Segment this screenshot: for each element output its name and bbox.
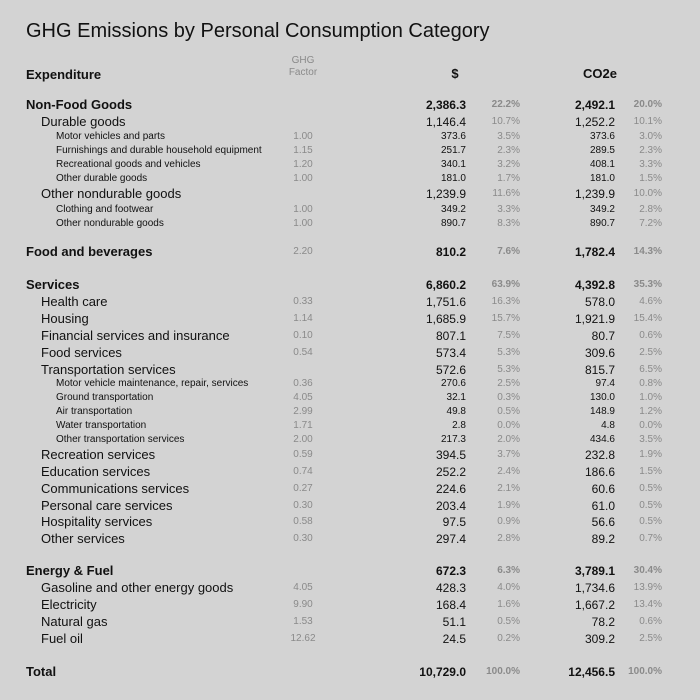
category-row: [0, 97, 700, 113]
row-dollar-percent: 3.5%: [497, 131, 520, 142]
detail-row: [0, 391, 700, 405]
row-co2e-value: 181.0: [589, 173, 615, 184]
row-co2e-value: 434.6: [589, 434, 615, 445]
row-dollar-percent: 15.7%: [491, 313, 520, 324]
row-label: Hospitality services: [41, 514, 153, 529]
row-ghg-factor: 1.71: [293, 420, 313, 431]
row-co2e-value: 130.0: [589, 392, 615, 403]
row-ghg-factor: 0.58: [293, 516, 313, 527]
row-co2e-value: 408.1: [589, 159, 615, 170]
row-dollar-percent: 5.3%: [497, 347, 520, 358]
row-co2e-percent: 1.9%: [639, 449, 662, 460]
row-dollar-value: 251.7: [440, 145, 466, 156]
row-label: Non-Food Goods: [26, 97, 133, 112]
row-dollar-value: 1,239.9: [425, 187, 466, 201]
row-dollar-value: 890.7: [440, 218, 466, 229]
dollar-header: $: [451, 66, 459, 81]
row-co2e-value: 1,734.6: [574, 581, 615, 595]
row-co2e-value: 373.6: [589, 131, 615, 142]
row-co2e-percent: 6.5%: [639, 364, 662, 375]
detail-row: [0, 158, 700, 172]
row-ghg-factor: 1.00: [293, 131, 313, 142]
row-co2e-value: 4.8: [601, 420, 615, 431]
subcategory-row: [0, 580, 700, 596]
row-label: Furnishings and durable household equipment: [56, 145, 262, 156]
subcategory-row: [0, 514, 700, 530]
row-label: Food and beverages: [26, 244, 153, 259]
row-dollar-percent: 4.0%: [497, 582, 520, 593]
row-ghg-factor: 1.00: [293, 218, 313, 229]
row-label: Natural gas: [41, 614, 108, 629]
row-ghg-factor: 0.54: [293, 347, 313, 358]
subcategory-row: [0, 328, 700, 344]
ghg-factor-header-line1: GHG: [291, 55, 315, 66]
total-row: [0, 664, 700, 680]
row-ghg-factor: 1.00: [293, 204, 313, 215]
row-co2e-percent: 1.0%: [639, 392, 662, 403]
row-ghg-factor: 1.20: [293, 159, 313, 170]
row-dollar-percent: 2.1%: [497, 483, 520, 494]
row-dollar-value: 1,146.4: [425, 115, 466, 129]
co2e-header: CO2e: [583, 66, 617, 81]
row-dollar-value: 1,751.6: [425, 295, 466, 309]
subcategory-row: [0, 186, 700, 202]
row-label: Education services: [41, 464, 151, 479]
row-dollar-percent: 8.3%: [497, 218, 520, 229]
row-co2e-percent: 0.8%: [639, 378, 662, 389]
row-co2e-percent: 2.8%: [639, 204, 662, 215]
row-co2e-value: 309.6: [584, 346, 615, 360]
row-dollar-percent: 11.6%: [492, 188, 520, 199]
row-dollar-value: 394.5: [435, 448, 466, 462]
row-co2e-value: 80.7: [591, 329, 615, 343]
row-label: Motor vehicles and parts: [56, 131, 165, 142]
row-co2e-value: 4,392.8: [574, 278, 615, 292]
row-co2e-percent: 0.5%: [639, 516, 662, 527]
ghg-factor-header-line2: Factor: [288, 67, 318, 78]
row-dollar-value: 573.4: [435, 346, 466, 360]
row-label: Transportation services: [41, 362, 176, 377]
row-label: Ground transportation: [56, 392, 154, 403]
row-co2e-percent: 20.0%: [633, 99, 662, 110]
row-co2e-percent: 35.3%: [633, 279, 662, 290]
row-label: Air transportation: [56, 406, 133, 417]
row-dollar-value: 224.6: [435, 482, 466, 496]
row-co2e-value: 1,667.2: [574, 598, 615, 612]
row-co2e-value: 12,456.5: [568, 665, 615, 679]
row-ghg-factor: 0.30: [293, 533, 313, 544]
row-dollar-percent: 16.3%: [491, 296, 520, 307]
row-dollar-percent: 22.2%: [491, 99, 520, 110]
row-co2e-value: 2,492.1: [574, 98, 615, 112]
row-dollar-value: 672.3: [435, 564, 466, 578]
row-dollar-percent: 3.2%: [497, 159, 520, 170]
row-label: Financial services and insurance: [41, 328, 230, 343]
page-title: GHG Emissions by Personal Consumption Category: [26, 20, 490, 42]
row-dollar-value: 1,685.9: [425, 312, 466, 326]
row-co2e-percent: 1.2%: [639, 406, 662, 417]
row-co2e-value: 1,782.4: [574, 245, 615, 259]
row-co2e-value: 60.6: [591, 482, 615, 496]
row-co2e-percent: 3.5%: [639, 434, 662, 445]
row-co2e-percent: 13.9%: [633, 582, 662, 593]
row-co2e-value: 1,921.9: [574, 312, 615, 326]
row-label: Food services: [41, 345, 122, 360]
row-co2e-percent: 10.0%: [633, 188, 662, 199]
row-label: Energy & Fuel: [26, 563, 114, 578]
row-dollar-value: 807.1: [435, 329, 466, 343]
row-label: Total: [26, 664, 57, 679]
row-dollar-percent: 0.5%: [497, 616, 520, 627]
row-co2e-value: 78.2: [591, 615, 615, 629]
subcategory-row: [0, 464, 700, 480]
row-dollar-value: 252.2: [435, 465, 466, 479]
row-ghg-factor: 9.90: [293, 599, 313, 610]
row-dollar-value: 32.1: [446, 392, 466, 403]
row-label: Personal care services: [41, 498, 173, 513]
row-co2e-value: 1,252.2: [574, 115, 615, 129]
row-co2e-percent: 2.5%: [639, 347, 662, 358]
row-dollar-percent: 0.2%: [497, 633, 520, 644]
row-ghg-factor: 2.99: [293, 406, 313, 417]
row-co2e-value: 56.6: [591, 515, 615, 529]
row-label: Other durable goods: [56, 173, 148, 184]
row-label: Other transportation services: [56, 434, 185, 445]
row-dollar-percent: 3.7%: [497, 449, 520, 460]
row-ghg-factor: 0.10: [293, 330, 313, 341]
row-label: Other services: [41, 531, 125, 546]
row-label: Recreational goods and vehicles: [56, 159, 201, 170]
row-co2e-percent: 2.3%: [639, 145, 662, 156]
row-co2e-percent: 100.0%: [628, 666, 662, 677]
row-ghg-factor: 0.74: [293, 466, 313, 477]
row-co2e-percent: 0.0%: [639, 420, 662, 431]
subcategory-row: [0, 294, 700, 310]
row-dollar-percent: 7.5%: [497, 330, 520, 341]
category-row: [0, 563, 700, 579]
row-co2e-percent: 1.5%: [639, 173, 662, 184]
row-label: Other nondurable goods: [56, 218, 164, 229]
row-ghg-factor: 4.05: [293, 582, 313, 593]
row-dollar-value: 2.8: [452, 420, 466, 431]
detail-row: [0, 433, 700, 447]
row-dollar-value: 297.4: [435, 532, 466, 546]
row-dollar-percent: 2.4%: [497, 466, 520, 477]
row-co2e-percent: 30.4%: [633, 565, 662, 576]
row-dollar-value: 49.8: [446, 406, 466, 417]
row-co2e-percent: 0.6%: [639, 616, 662, 627]
row-label: Gasoline and other energy goods: [41, 580, 234, 595]
row-dollar-value: 428.3: [435, 581, 466, 595]
row-label: Motor vehicle maintenance, repair, services: [56, 378, 249, 389]
row-dollar-value: 572.6: [435, 363, 466, 377]
row-dollar-percent: 1.9%: [497, 500, 520, 511]
row-label: Clothing and footwear: [56, 204, 154, 215]
subcategory-row: [0, 531, 700, 547]
category-row: [0, 277, 700, 293]
row-dollar-percent: 0.5%: [497, 406, 520, 417]
row-co2e-value: 89.2: [591, 532, 615, 546]
detail-row: [0, 130, 700, 144]
row-co2e-value: 3,789.1: [574, 564, 615, 578]
row-dollar-value: 181.0: [440, 173, 466, 184]
row-dollar-percent: 5.3%: [497, 364, 520, 375]
row-dollar-percent: 2.5%: [497, 378, 520, 389]
row-co2e-value: 289.5: [589, 145, 615, 156]
row-co2e-value: 1,239.9: [574, 187, 615, 201]
row-co2e-percent: 0.5%: [639, 483, 662, 494]
detail-row: [0, 144, 700, 158]
row-ghg-factor: 2.00: [293, 434, 313, 445]
row-dollar-percent: 7.6%: [497, 246, 520, 257]
row-co2e-percent: 13.4%: [633, 599, 662, 610]
row-label: Other nondurable goods: [41, 186, 182, 201]
subcategory-row: [0, 614, 700, 630]
row-co2e-percent: 14.3%: [633, 246, 662, 257]
row-co2e-percent: 4.6%: [639, 296, 662, 307]
row-dollar-percent: 63.9%: [491, 279, 520, 290]
subcategory-row: [0, 481, 700, 497]
row-co2e-percent: 3.3%: [639, 159, 662, 170]
row-ghg-factor: 12.62: [290, 633, 316, 644]
row-dollar-percent: 3.3%: [497, 204, 520, 215]
detail-row: [0, 419, 700, 433]
row-dollar-percent: 10.7%: [491, 116, 520, 127]
row-co2e-value: 148.9: [589, 406, 615, 417]
row-co2e-percent: 0.5%: [639, 500, 662, 511]
row-co2e-percent: 1.5%: [639, 466, 662, 477]
row-dollar-percent: 1.7%: [497, 173, 520, 184]
row-dollar-value: 51.1: [442, 615, 466, 629]
row-ghg-factor: 0.30: [293, 500, 313, 511]
row-label: Electricity: [41, 597, 97, 612]
row-co2e-value: 61.0: [591, 499, 615, 513]
row-label: Recreation services: [41, 447, 156, 462]
detail-row: [0, 217, 700, 231]
row-ghg-factor: 1.00: [293, 173, 313, 184]
row-label: Durable goods: [41, 114, 126, 129]
row-dollar-percent: 6.3%: [497, 565, 520, 576]
row-co2e-value: 815.7: [584, 363, 615, 377]
row-dollar-value: 203.4: [435, 499, 466, 513]
detail-row: [0, 172, 700, 186]
row-ghg-factor: 0.36: [293, 378, 313, 389]
detail-row: [0, 405, 700, 419]
row-dollar-percent: 2.0%: [497, 434, 520, 445]
row-co2e-value: 578.0: [584, 295, 615, 309]
row-dollar-value: 6,860.2: [425, 278, 466, 292]
row-ghg-factor: 0.27: [293, 483, 313, 494]
row-dollar-value: 373.6: [440, 131, 466, 142]
row-dollar-value: 24.5: [442, 632, 466, 646]
row-dollar-value: 10,729.0: [419, 665, 466, 679]
subcategory-row: [0, 362, 700, 378]
row-dollar-value: 340.1: [440, 159, 466, 170]
row-dollar-percent: 0.3%: [497, 392, 520, 403]
row-dollar-value: 270.6: [440, 378, 466, 389]
subcategory-row: [0, 631, 700, 647]
subcategory-row: [0, 311, 700, 327]
row-ghg-factor: 2.20: [293, 246, 313, 257]
row-co2e-value: 309.2: [584, 632, 615, 646]
row-label: Communications services: [41, 481, 190, 496]
subcategory-row: [0, 114, 700, 130]
row-co2e-value: 186.6: [584, 465, 615, 479]
row-dollar-value: 810.2: [435, 245, 466, 259]
row-dollar-percent: 1.6%: [497, 599, 520, 610]
row-ghg-factor: 1.14: [293, 313, 313, 324]
row-co2e-value: 890.7: [589, 218, 615, 229]
row-co2e-percent: 10.1%: [633, 116, 662, 127]
subcategory-row: [0, 498, 700, 514]
row-dollar-value: 2,386.3: [425, 98, 466, 112]
row-label: Fuel oil: [41, 631, 83, 646]
row-ghg-factor: 0.33: [293, 296, 313, 307]
row-dollar-percent: 0.0%: [497, 420, 520, 431]
row-ghg-factor: 1.53: [293, 616, 313, 627]
category-row: [0, 244, 700, 260]
row-label: Water transportation: [56, 420, 147, 431]
row-co2e-percent: 15.4%: [633, 313, 662, 324]
row-ghg-factor: 1.15: [293, 145, 313, 156]
row-dollar-percent: 2.3%: [497, 145, 520, 156]
row-dollar-percent: 100.0%: [486, 666, 520, 677]
row-co2e-percent: 3.0%: [639, 131, 662, 142]
row-co2e-value: 232.8: [584, 448, 615, 462]
subcategory-row: [0, 345, 700, 361]
row-dollar-value: 349.2: [440, 204, 466, 215]
row-dollar-value: 217.3: [440, 434, 466, 445]
row-dollar-value: 168.4: [435, 598, 466, 612]
row-co2e-percent: 7.2%: [639, 218, 662, 229]
row-label: Services: [26, 277, 80, 292]
subcategory-row: [0, 447, 700, 463]
row-ghg-factor: 0.59: [293, 449, 313, 460]
detail-row: [0, 377, 700, 391]
row-label: Housing: [41, 311, 89, 326]
row-co2e-value: 97.4: [595, 378, 615, 389]
subcategory-row: [0, 597, 700, 613]
row-ghg-factor: 4.05: [293, 392, 313, 403]
row-co2e-percent: 0.7%: [639, 533, 662, 544]
row-co2e-percent: 0.6%: [639, 330, 662, 341]
row-label: Health care: [41, 294, 108, 309]
row-co2e-percent: 2.5%: [639, 633, 662, 644]
row-dollar-percent: 0.9%: [497, 516, 520, 527]
row-co2e-value: 349.2: [589, 204, 615, 215]
row-dollar-value: 97.5: [442, 515, 466, 529]
expenditure-header: Expenditure: [26, 67, 102, 82]
detail-row: [0, 203, 700, 217]
row-dollar-percent: 2.8%: [497, 533, 520, 544]
